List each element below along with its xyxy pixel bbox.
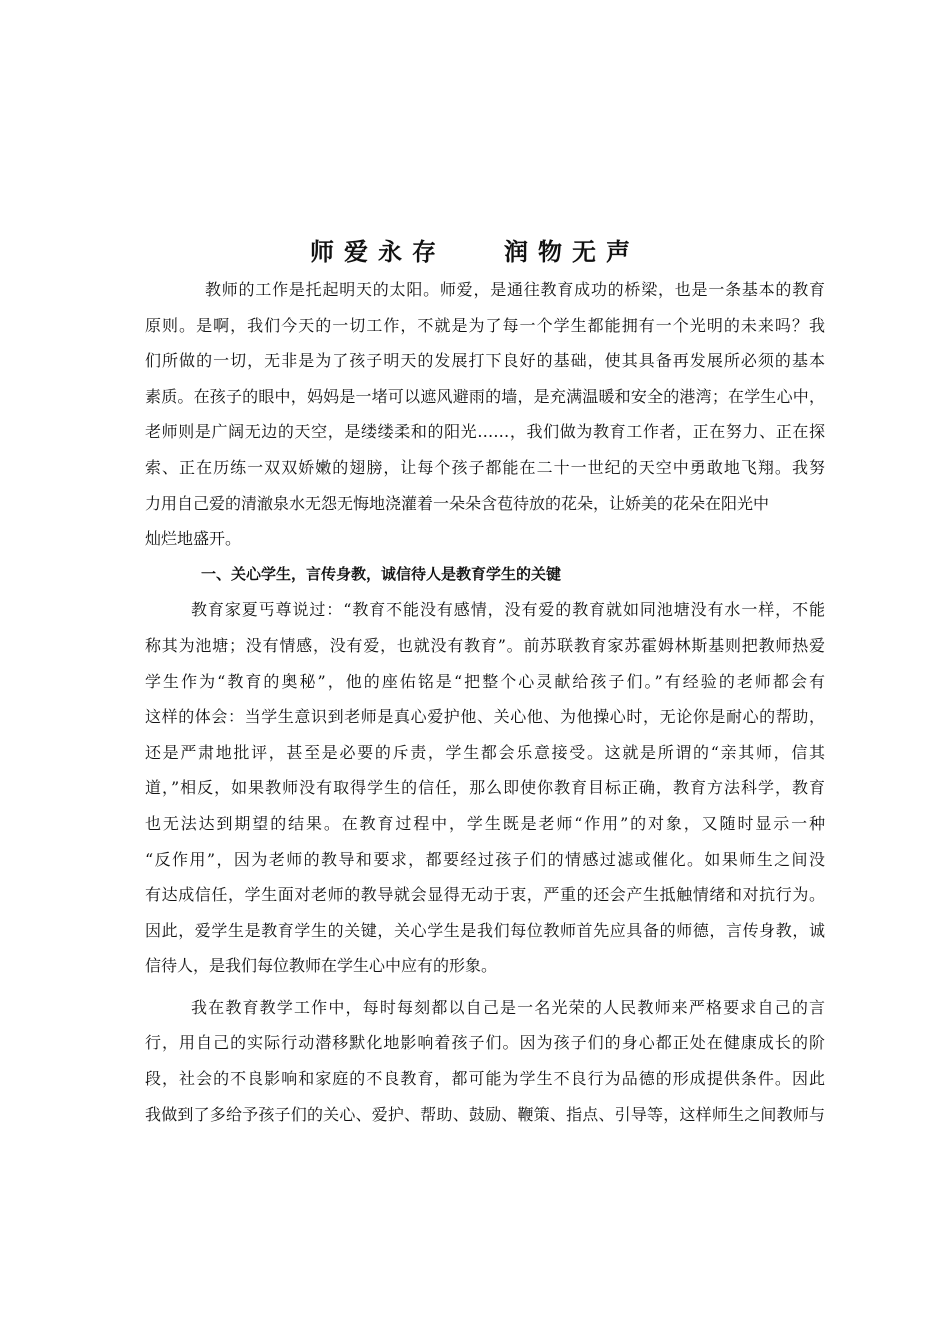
paragraph-3	[145, 990, 825, 1132]
title-part-1: 师爱永存	[310, 238, 446, 266]
paragraph-line: 也无法达到期望的结果。在教育过程中，学生既是老师“作用”的对象，又随时显示一种	[145, 813, 825, 833]
paragraph-line: 我做到了多给予孩子们的关心、爱护、帮助、鼓励、鞭策、指点、引导等，这样师生之间教师与	[145, 1104, 825, 1124]
paragraph-line: 素质。在孩子的眼中，妈妈是一堵可以遮风避雨的墙，是充满温暖和安全的港湾；在学生心中，	[145, 386, 825, 406]
document-title	[0, 232, 950, 267]
paragraph-line: 这样的体会：当学生意识到老师是真心爱护他、关心他、为他操心时，无论你是耐心的帮助，	[145, 707, 825, 727]
paragraph-line: 教育家夏丐尊说过：“教育不能没有感情，没有爱的教育就如同池塘没有水一样，不能	[191, 600, 825, 620]
paragraph-line: 老师则是广阔无边的天空，是缕缕柔和的阳光……，我们做为教育工作者，正在努力、正在探	[145, 422, 825, 442]
paragraph-line: 因此，爱学生是教育学生的关键，关心学生是我们每位教师首先应具备的师德，言传身教，诚	[145, 920, 825, 940]
paragraph-line: 原则。是啊，我们今天的一切工作，不就是为了每一个学生都能拥有一个光明的未来吗？我	[145, 315, 825, 335]
title-part-2: 润物无声	[504, 238, 640, 266]
paragraph-line: 道，”相反，如果教师没有取得学生的信任，那么即使你教育目标正确，教育方法科学，教育	[145, 778, 825, 798]
paragraph-1	[145, 272, 825, 557]
paragraph-line: 们所做的一切，无非是为了孩子明天的发展打下良好的基础，使其具备再发展所必须的基本	[145, 351, 825, 371]
paragraph-line: 力用自己爱的清澈泉水无怨无悔地浇灌着一朵朵含苞待放的花朵，让娇美的花朵在阳光中	[145, 493, 770, 513]
paragraph-line: 信待人，是我们每位教师在学生心中应有的形象。	[145, 956, 498, 976]
paragraph-line: 段，社会的不良影响和家庭的不良教育，都可能为学生不良行为品德的形成提供条件。因此	[145, 1069, 825, 1089]
paragraph-line: 有达成信任，学生面对老师的教导就会显得无动于衷，严重的还会产生抵触情绪和对抗行为。	[145, 885, 825, 905]
paragraph-line: 还是严肃地批评，甚至是必要的斥责，学生都会乐意接受。这就是所谓的“亲其师，信其	[145, 742, 825, 762]
paragraph-line: 灿烂地盛开。	[145, 529, 242, 549]
paragraph-2	[145, 592, 825, 984]
paragraph-line: 教师的工作是托起明天的太阳。师爱，是通往教育成功的桥梁，也是一条基本的教育	[205, 280, 825, 299]
paragraph-line: 我在教育教学工作中，每时每刻都以自己是一名光荣的人民教师来严格要求自己的言	[191, 997, 825, 1017]
paragraph-line: 索、正在历练一双双娇嫩的翅膀，让每个孩子都能在二十一世纪的天空中勇敢地飞翔。我努	[145, 457, 825, 477]
paragraph-line: 行，用自己的实际行动潜移默化地影响着孩子们。因为孩子们的身心都正处在健康成长的阶	[145, 1033, 825, 1053]
paragraph-line: “反作用”，因为老师的教导和要求，都要经过孩子们的情感过滤或催化。如果师生之间没	[145, 849, 825, 869]
paragraph-line: 称其为池塘；没有情感，没有爱，也就没有教育”。前苏联教育家苏霍姆林斯基则把教师热爱	[145, 635, 825, 655]
section-heading: 一、关心学生，言传身教，诚信待人是教育学生的关键	[201, 564, 562, 583]
paragraph-line: 学生作为“教育的奥秘”，他的座佑铭是“把整个心灵献给孩子们。”有经验的老师都会有	[145, 671, 825, 691]
document-body	[145, 272, 825, 1132]
